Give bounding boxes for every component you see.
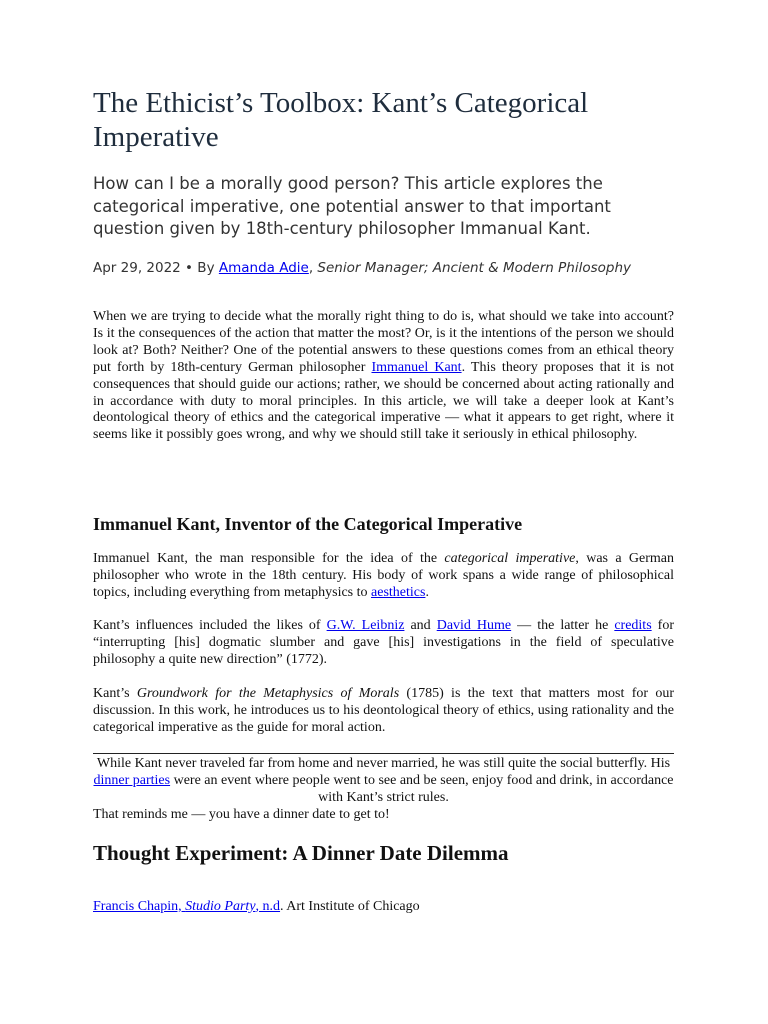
kant-p3-text-2: (1785) is the text that matters most for our discussion. In this work, he introduces us to his deontological theory of ethics, using rationality and the categorical imperative as the guide for moral action. — [93, 686, 674, 735]
author-role: Senior Manager; Ancient & Modern Philosophy — [313, 260, 632, 276]
reminder-line: That reminds me — you have a dinner date to get to! — [93, 807, 390, 822]
divider-rule — [93, 753, 674, 754]
image-caption — [93, 898, 420, 915]
artwork-date: , n.d — [255, 899, 281, 914]
kant-p2-text-1: Kant’s influences included the likes of — [93, 618, 327, 633]
kant-paragraph-3 — [93, 686, 674, 737]
intro-text-1: When we are trying to decide what the morally right thing to do is, what should we take into account? Is it the consequences of the action that matter the most? Or, is it the intentions of the person we should look at? Both? Neither? One of the potential answers to these questions comes from an ethical theory put forth by 18th-century German philosopher — [93, 309, 674, 375]
callout-text-1: While Kant never traveled far from home and never married, he was still quite the social butterfly. His — [96, 756, 671, 771]
kant-p3-text-1: Kant’s — [93, 686, 137, 701]
groundwork-title: Groundwork for the Metaphysics of Morals — [136, 686, 400, 701]
kant-p2-and: and — [404, 618, 437, 633]
immanuel-kant-link[interactable]: Immanuel Kant — [371, 359, 462, 375]
publish-date: Apr 29, 2022 — [93, 260, 181, 276]
artwork-title: Studio Party — [185, 899, 256, 914]
artwork-link[interactable] — [93, 899, 280, 914]
kant-p2-text-2: — the latter he — [511, 618, 615, 633]
section-heading-dinner: Thought Experiment: A Dinner Date Dilemma — [93, 841, 509, 865]
callout-box — [93, 755, 674, 806]
categorical-imperative-term: categorical imperative — [444, 551, 576, 566]
section-heading-kant: Immanuel Kant, Inventor of the Categorical Imperative — [93, 514, 523, 534]
credits-link[interactable]: credits — [614, 618, 652, 633]
callout-text-2: were an event where people went to see and be seen, enjoy food and drink, in accordance with Kant’s strict rules. — [170, 773, 674, 805]
author-comma: , — [308, 260, 314, 276]
byline — [93, 259, 693, 277]
kant-p2-text-3: for “interrupting [his] dogmatic slumber and gave [his] investigations in the field of speculative philosophy a quite new direction” (1772). — [93, 618, 674, 667]
hume-link[interactable]: David Hume — [436, 618, 512, 633]
article-dek: How can I be a morally good person? This article explores the categorical imperative, one potential answer to that important question given by 18th-century philosopher Immanual Kant. — [93, 174, 611, 238]
dinner-parties-link[interactable]: dinner parties — [93, 773, 171, 788]
intro-text-2: . This theory proposes that it is not consequences that should guide our actions; rather, we should be concerned about acting rationally and in accordance with duty to moral principles. In this article, we will take a deeper look at Kant’s deontological theory of ethics and the categorical imperative — what it appears to get right, where it seems like it possibly goes wrong, and why we should still take it seriously in ethical philosophy. — [93, 359, 675, 443]
artwork-artist: Francis Chapin, — [93, 899, 186, 914]
kant-paragraph-1 — [93, 551, 674, 602]
kant-p1-text-2: , was a German philosopher who wrote in the 18th century. His body of work spans a wide range of philosophical topics, including everything from metaphysics to — [93, 551, 674, 600]
intro-paragraph — [93, 309, 674, 444]
aesthetics-link[interactable]: aesthetics — [371, 584, 426, 600]
caption-source: . Art Institute of Chicago — [280, 899, 420, 914]
author-link[interactable]: Amanda Adie — [218, 260, 309, 276]
kant-p1-text-3: . — [425, 584, 429, 600]
leibniz-link[interactable]: G.W. Leibniz — [326, 618, 405, 633]
byline-separator: • By — [180, 260, 219, 276]
kant-p1-text-1: Immanuel Kant, the man responsible for the idea of the — [93, 551, 445, 566]
kant-paragraph-2 — [93, 618, 674, 669]
article-title: The Ethicist’s Toolbox: Kant’s Categorical Imperative — [93, 87, 589, 153]
